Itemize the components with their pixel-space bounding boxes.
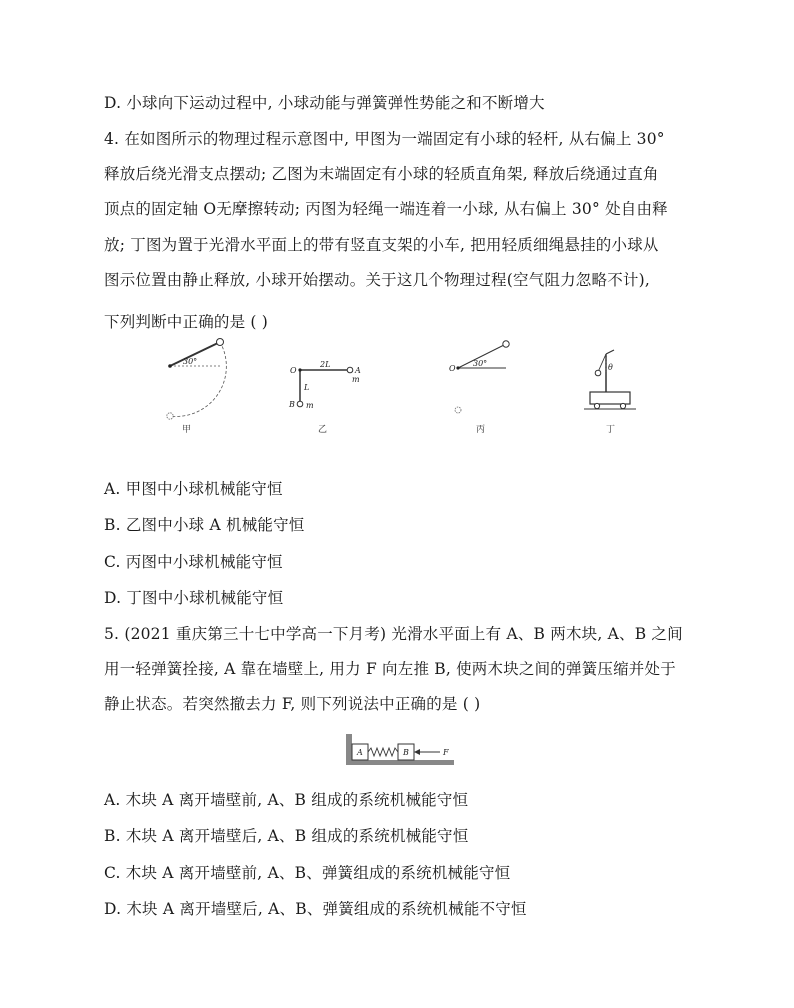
wheel-left [594,403,599,408]
label-m-a: m [352,375,360,384]
thin-rope [598,354,606,372]
angle-label: 30° [473,359,488,368]
support-top [606,350,614,354]
figure-ding [584,348,644,436]
q5-stem-line: 5. (2021 重庆第三十七中学高一下月考) 光滑水平面上有 A、B 两木块, A、B 之间 [104,625,683,643]
angle-label: 30° [183,357,198,366]
ball [217,339,224,346]
q5-stem-line: 用一轻弹簧拴接, A 靠在墙壁上, 用力 F 向左推 B, 使两木块之间的弹簧压缩并处于 [104,660,676,678]
q4-stem-line: 放; 丁图为置于光滑水平面上的带有竖直支架的小车, 把用轻质细绳悬挂的小球从 [104,236,659,254]
q4-stem-line: 下列判断中正确的是 ( ) [104,313,269,331]
ball-a [347,367,353,373]
figure-yi [288,362,368,436]
figure-caption: 乙 [318,425,328,435]
floor [346,760,454,765]
cart-body [590,392,630,404]
q4-option-c: C. 丙图中小球机械能守恒 [104,553,283,571]
q4-stem-line: 释放后绕光滑支点摆动; 乙图为末端固定有小球的轻质直角架, 释放后绕通过直角 [104,165,659,183]
label-b: B [403,748,409,757]
q4-stem-line: 顶点的固定轴 O无摩擦转动; 丙图为轻绳一端连着一小球, 从右偏上 30° 处自由释 [104,200,668,218]
fixed-point [456,366,459,369]
label-a: A [355,366,361,375]
q5-option-a: A. 木块 A 离开墙壁前, A、B 组成的系统机械能守恒 [104,791,469,809]
wheel-right [620,403,625,408]
label-2l: 2L [320,360,331,369]
label-o: O [290,366,297,375]
axis-o [298,368,301,371]
q5-stem-line: 静止状态。若突然撤去力 F, 则下列说法中正确的是 ( ) [104,695,481,713]
label-b: B [289,400,295,409]
figure-bing [448,336,528,436]
figure-caption: 丙 [476,425,486,435]
arrow-head [414,749,420,755]
pivot-point [168,364,172,368]
q5-option-d: D. 木块 A 离开墙壁后, A、B、弹簧组成的系统机械能不守恒 [104,900,527,918]
figure-jia [150,336,240,436]
spring [368,748,398,756]
ball-bottom-position [455,407,461,413]
q4-stem-line: 图示位置由静止释放, 小球开始摆动。关于这几个物理过程(空气阻力忽略不计), [104,271,650,289]
q4-option-b: B. 乙图中小球 A 机械能守恒 [104,516,305,534]
figure-caption: 甲 [182,425,192,435]
label-a: A [357,748,363,757]
figure-q5 [340,732,460,772]
ball-b [297,401,303,407]
q4-stem-line: 4. 在如图所示的物理过程示意图中, 甲图为一端固定有小球的轻杆, 从右偏上 30° [104,130,665,148]
ball [595,370,601,376]
angle-label: θ [608,363,613,372]
q3-option-d: D. 小球向下运动过程中, 小球动能与弹簧弹性势能之和不断增大 [104,94,545,112]
q4-option-d: D. 丁图中小球机械能守恒 [104,589,284,607]
q5-option-b: B. 木块 A 离开墙壁后, A、B 组成的系统机械能守恒 [104,827,469,845]
ball [503,341,509,347]
label-m-b: m [306,401,314,410]
ball-bottom-position [167,413,173,419]
q5-option-c: C. 木块 A 离开墙壁前, A、B、弹簧组成的系统机械能守恒 [104,864,511,882]
label-o: O [449,364,456,373]
label-f: F [443,748,449,757]
label-l: L [304,383,310,392]
figure-caption: 丁 [606,425,616,435]
q4-option-a: A. 甲图中小球机械能守恒 [104,480,283,498]
wall [346,734,352,764]
